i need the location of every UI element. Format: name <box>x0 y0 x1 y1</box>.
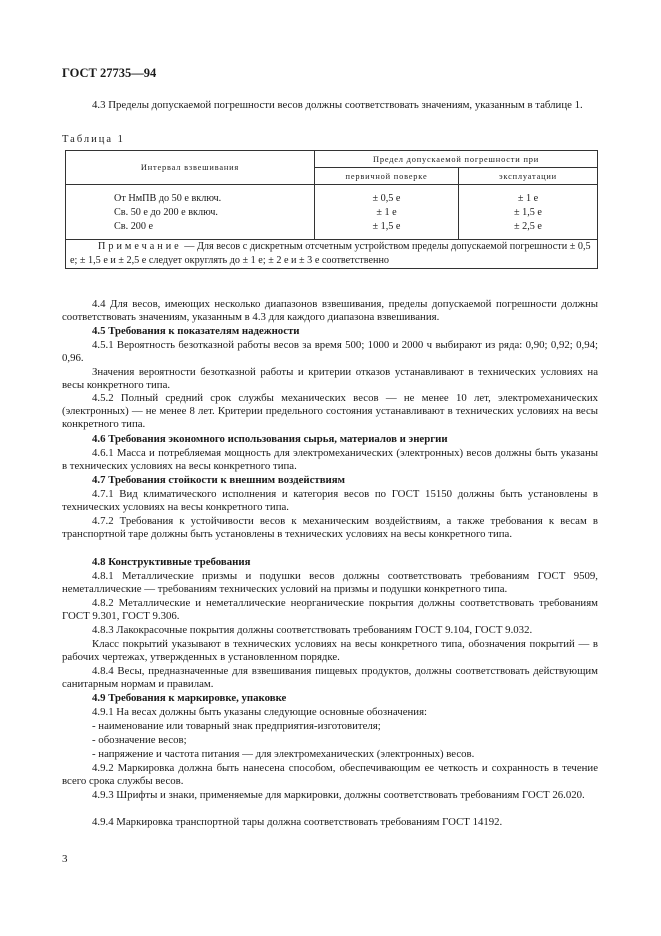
paragraph-4-8-3: 4.8.3 Лакокрасочные покрытия должны соответствовать требованиям ГОСТ 9.104, ГОСТ 9.032. <box>92 624 533 636</box>
list-item: - обозначение весов; <box>92 734 187 746</box>
table-1 <box>65 150 598 269</box>
document-id: ГОСТ 27735—94 <box>62 66 157 80</box>
note-text: — Для весов с дискретным отсчетным устройством пределы допускаемой погрешности ± 0,5 e; ± 1,5 e и ± 2,5 e следует округлять до ± 1 e; ± 2 e и ± 3 e соответственно <box>70 241 591 266</box>
table-cell: ± 0,5 e <box>372 193 401 204</box>
operation-column <box>459 185 598 240</box>
table-row: От НмПВ до 50 e включ. <box>114 193 222 204</box>
col-header-operation: эксплуатации <box>459 168 598 185</box>
page-number: 3 <box>62 853 68 865</box>
paragraph-4-8-3-b: Класс покрытий указывают в технических условиях на весы конкретного типа, обозначения покрытий — в рабочих чертежах, утвержденных в установленном порядке. <box>62 638 598 664</box>
paragraph-4-8-4: 4.8.4 Весы, предназначенные для взвешивания пищевых продуктов, должны соответствовать действующим санитарным нормам и правилам. <box>62 665 598 691</box>
paragraph-4-8-2: 4.8.2 Металлические и неметаллические неорганические покрытия должны соответствовать требованиям ГОСТ 9.301, ГОСТ 9.306. <box>62 597 598 623</box>
paragraph-4-5-2: 4.5.2 Полный средний срок службы механических весов — не менее 10 лет, электромеханических (электронных) — не менее 8 лет. Критерии предельного состояния устанавливают в технических условиях на весы конкретного типа. <box>62 392 598 431</box>
paragraph-4-9-4: 4.9.4 Маркировка транспортной тары должна соответствовать требованиям ГОСТ 14192. <box>92 816 503 828</box>
paragraph-4-5-1: 4.5.1 Вероятность безотказной работы весов за время 500; 1000 и 2000 ч выбирают из ряда: 0,90; 0,92; 0,94; 0,96. <box>62 339 598 365</box>
paragraph-4-5-1-b: Значения вероятности безотказной работы и критерии отказов устанавливают в технических условиях на весы конкретного типа. <box>62 366 598 392</box>
paragraph-4-6-1: 4.6.1 Масса и потребляемая мощность для электромеханических (электронных) весов должны быть указаны в технических условиях на весы конкретного типа. <box>62 447 598 473</box>
note-label: Примечание <box>98 241 182 252</box>
paragraph-4-9-2: 4.9.2 Маркировка должна быть нанесена способом, обеспечивающим ее четкость и сохранность в течение всего срока службы весов. <box>62 762 598 788</box>
paragraph-4-7-1: 4.7.1 Вид климатического исполнения и категория весов по ГОСТ 15150 должны быть установлены в технических условиях на весы конкретного типа. <box>62 488 598 514</box>
paragraph-4-9-1: 4.9.1 На весах должны быть указаны следующие основные обозначения: <box>92 706 428 718</box>
list-item: - напряжение и частота питания — для электромеханических (электронных) весов. <box>92 748 475 760</box>
table-cell: ± 1 e <box>517 193 539 204</box>
heading-4-8: 4.8 Конструктивные требования <box>92 556 251 568</box>
paragraph-4-4: 4.4 Для весов, имеющих несколько диапазонов взвешивания, пределы допускаемой погрешности должны соответствовать значениям, указанным в 4.3 для каждого диапазона взвешивания. <box>62 298 598 324</box>
table-row: Св. 200 e <box>114 221 154 232</box>
col-group-header: Предел допускаемой погрешности при <box>315 151 598 168</box>
paragraph-4-9-3: 4.9.3 Шрифты и знаки, применяемые для маркировки, должны соответствовать требованиям ГОСТ 26.020. <box>92 789 585 801</box>
table-cell: ± 1,5 e <box>372 221 401 232</box>
table-note <box>66 240 598 269</box>
table-cell: ± 1,5 e <box>514 207 542 218</box>
list-item: - наименование или товарный знак предприятия-изготовителя; <box>92 720 381 732</box>
col-header-primary: первичной поверке <box>315 168 459 185</box>
table-cell: ± 2,5 e <box>514 221 542 232</box>
paragraph-4-7-2: 4.7.2 Требования к устойчивости весов к механическим воздействиям, а также требования к весам в транспортной таре должны быть установлены в технических условиях на весы конкретного типа. <box>62 515 598 541</box>
heading-4-9: 4.9 Требования к маркировке, упаковке <box>92 692 287 704</box>
interval-column <box>66 185 315 240</box>
primary-column <box>315 185 459 240</box>
heading-4-5: 4.5 Требования к показателям надежности <box>92 325 300 337</box>
col-header-interval: Интервал взвешивания <box>66 151 315 185</box>
paragraph-4-8-1: 4.8.1 Металлические призмы и подушки весов должны соответствовать требованиям ГОСТ 9509, неметаллические — требованиям технических условий на призмы и подушки конкретного типа. <box>62 570 598 596</box>
table-row: Св. 50 e до 200 e включ. <box>114 207 218 218</box>
table-caption: Таблица 1 <box>62 134 125 145</box>
heading-4-7: 4.7 Требования стойкости к внешним воздействиям <box>92 474 345 486</box>
table-cell: ± 1 e <box>376 207 397 218</box>
paragraph-4-3: 4.3 Пределы допускаемой погрешности весов должны соответствовать значениям, указанным в таблице 1. <box>92 99 583 111</box>
heading-4-6: 4.6 Требования экономного использования сырья, материалов и энергии <box>92 433 448 445</box>
